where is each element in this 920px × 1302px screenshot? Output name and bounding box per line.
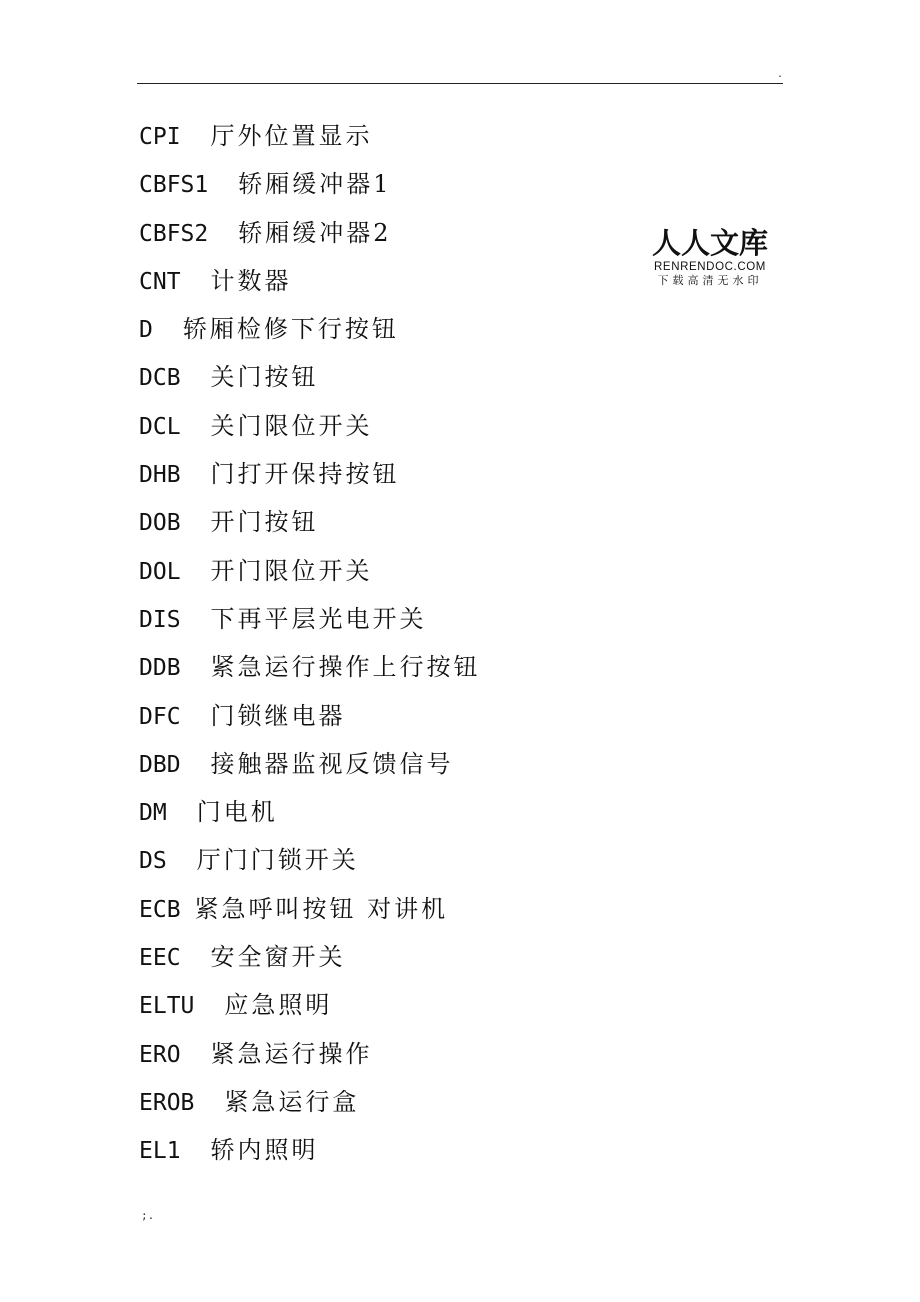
header-rule [137, 83, 783, 84]
term-description: 门打开保持按钮 [210, 460, 400, 489]
term-row [139, 1079, 481, 1127]
term-code: D [139, 317, 153, 344]
term-code: DM [139, 800, 167, 827]
term-row [139, 596, 481, 644]
term-code: EL1 [139, 1138, 181, 1165]
term-list [139, 113, 481, 1176]
term-code: CPI [139, 124, 181, 150]
term-code: DOB [139, 510, 181, 537]
term-row [139, 982, 481, 1030]
term-row [139, 354, 481, 402]
term-description: 轿厢缓冲器2 [238, 218, 392, 247]
watermark-slogan: 下载高清无水印 [657, 274, 763, 287]
watermark-domain: RENRENDOC.COM [654, 261, 766, 273]
term-row [139, 499, 481, 547]
term-row [139, 113, 481, 161]
term-code: DCL [139, 413, 181, 440]
term-code: EEC [139, 945, 181, 972]
term-description: 开门按钮 [210, 508, 319, 537]
term-row [139, 451, 481, 499]
term-description: 关门限位开关 [210, 411, 373, 440]
term-description: 厅外位置显示 [210, 122, 373, 150]
header-mark: . [777, 69, 784, 80]
term-row [139, 644, 481, 692]
term-row [139, 161, 481, 209]
term-row [139, 306, 481, 354]
term-row [139, 789, 481, 837]
term-code: DFC [139, 703, 181, 730]
term-description: 轿内照明 [210, 1136, 319, 1165]
term-code: EROB [139, 1089, 195, 1116]
term-description: 开门限位开关 [210, 556, 373, 585]
term-row [139, 886, 481, 934]
term-description: 紧急运行盒 [224, 1087, 360, 1116]
term-code: DHB [139, 462, 181, 489]
term-code: ECB [139, 896, 181, 923]
term-description: 轿厢缓冲器1 [238, 170, 392, 199]
term-row [139, 741, 481, 789]
term-row [139, 1031, 481, 1079]
term-code: DCB [139, 365, 181, 392]
term-description: 门电机 [196, 798, 278, 827]
term-description: 应急照明 [224, 991, 333, 1020]
term-code: ERO [139, 1041, 181, 1068]
term-description: 接触器监视反馈信号 [210, 749, 454, 778]
term-row [139, 1127, 481, 1175]
term-code: CBFS1 [139, 172, 209, 199]
term-code: DS [139, 848, 167, 875]
term-code: CNT [139, 268, 181, 295]
term-row [139, 693, 481, 741]
term-row [139, 548, 481, 596]
term-description: 厅门门锁开关 [196, 846, 359, 875]
term-description: 紧急运行操作上行按钮 [210, 653, 481, 682]
term-code: DBD [139, 751, 181, 778]
term-row [139, 210, 481, 258]
term-code: ELTU [139, 993, 195, 1020]
footer-mark: ;. [141, 1209, 155, 1222]
term-description: 计数器 [210, 266, 292, 295]
term-description: 轿厢检修下行按钮 [182, 315, 399, 344]
watermark-title: 人人文库 [651, 226, 768, 260]
term-row [139, 837, 481, 885]
term-row [139, 934, 481, 982]
term-description: 门锁继电器 [210, 701, 346, 730]
term-row [139, 258, 481, 306]
term-code: CBFS2 [139, 220, 209, 247]
term-code: DIS [139, 606, 181, 633]
term-row [139, 403, 481, 451]
term-description: 安全窗开关 [210, 943, 346, 972]
term-code: DDB [139, 655, 181, 682]
term-code: DOL [139, 558, 181, 585]
term-description: 下再平层光电开关 [210, 604, 427, 633]
term-description: 紧急呼叫按钮 对讲机 [194, 894, 449, 923]
watermark-logo [645, 226, 775, 288]
term-description: 紧急运行操作 [210, 1039, 373, 1068]
term-description: 关门按钮 [210, 363, 319, 392]
